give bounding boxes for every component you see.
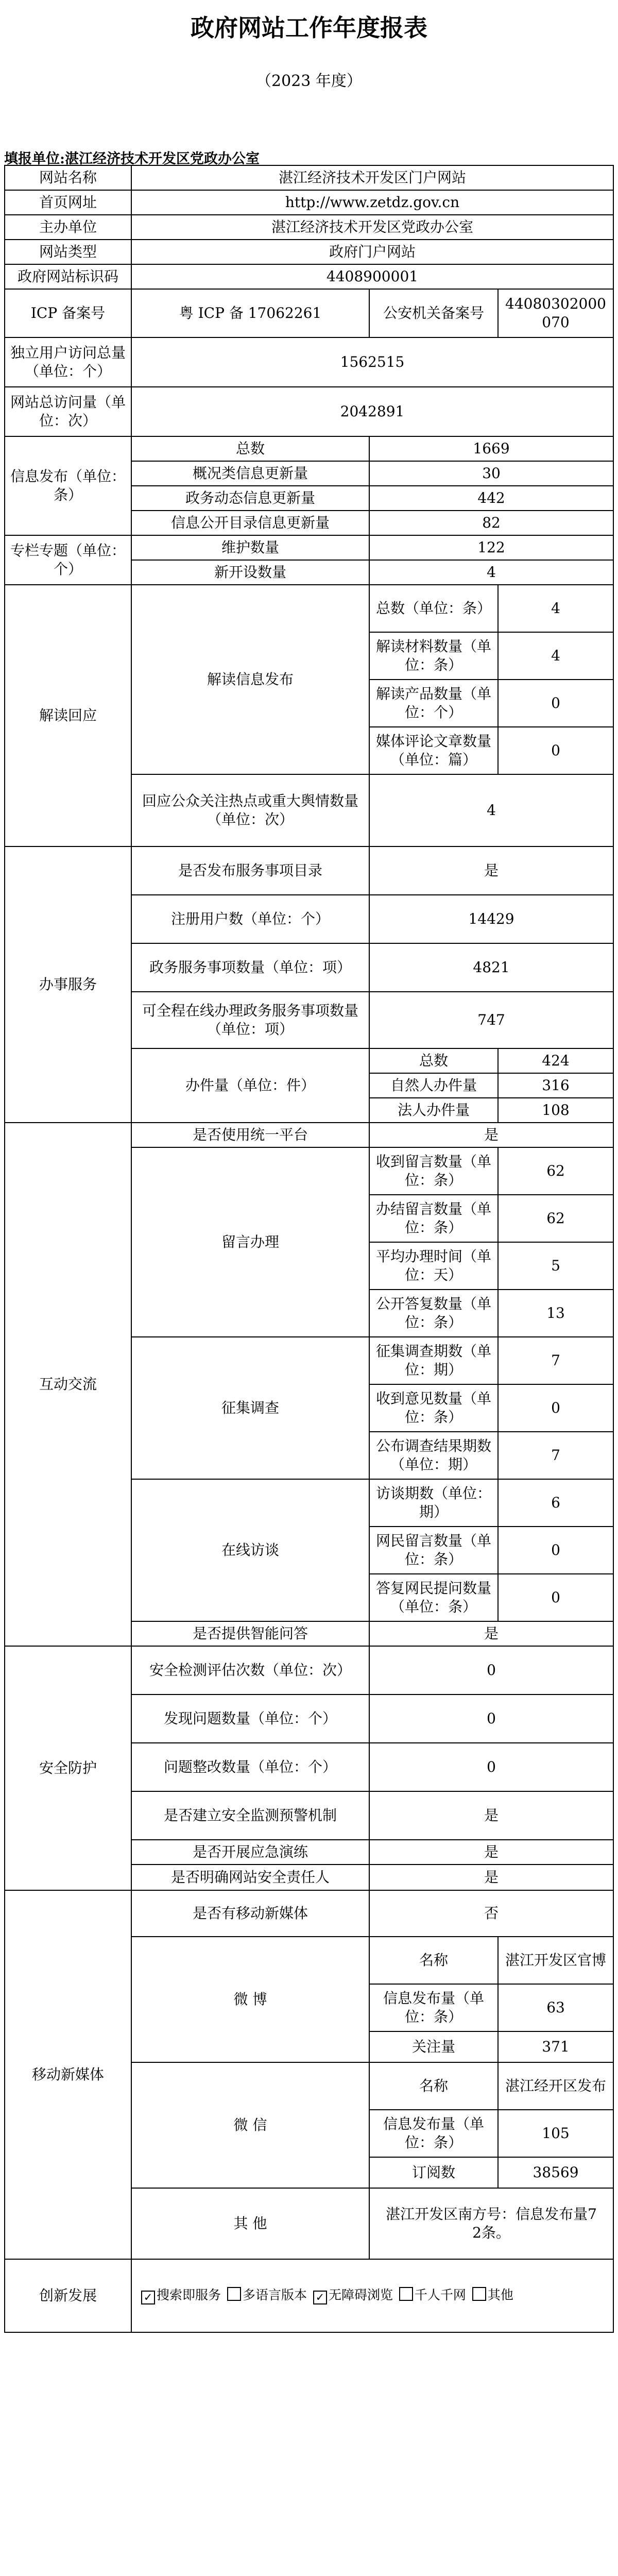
label-service-catalog: 是否发布服务事项目录 [131,846,369,895]
value-t-answers: 0 [498,1574,613,1621]
value-uv: 1562515 [131,337,613,387]
group-innovation: 创新发展 [5,2259,131,2332]
label-open-catalog: 信息公开目录信息更新量 [131,511,369,535]
value-type: 政府门户网站 [131,240,613,264]
label-has-mobile: 是否有移动新媒体 [131,1890,369,1937]
value-host: 湛江经济技术开发区党政办公室 [131,215,613,240]
option-multilingual[interactable]: 多语言版本 [227,2287,307,2304]
value-ai: 是 [369,1621,613,1646]
value-police: 44080302000070 [498,289,613,337]
label-interp-material: 解读材料数量（单位：条） [369,632,498,680]
row-icp [5,289,613,337]
group-service: 办事服务 [5,846,131,1123]
value-s-results: 7 [498,1432,613,1479]
label-type: 网站类型 [5,240,131,264]
value-interp-product: 0 [498,680,613,727]
label-topics-new: 新开设数量 [131,560,369,585]
checkbox-empty-icon [472,2287,486,2301]
option-accessibility[interactable]: ✓ 无障碍浏览 [313,2287,393,2304]
label-wb-name: 名称 [369,1937,498,1984]
label-s-results: 公布调查结果期数（单位：期） [369,1432,498,1479]
value-wx-pub: 105 [498,2110,613,2157]
label-legal: 法人办件量 [369,1098,498,1123]
label-natural: 自然人办件量 [369,1073,498,1098]
label-t-msgs: 网民留言数量（单位：条） [369,1527,498,1574]
row-type [5,240,613,264]
label-wechat: 微 信 [131,2062,369,2188]
value-has-mobile: 否 [369,1890,613,1937]
label-uv: 独立用户访问总量（单位：个） [5,337,131,387]
row-site-name [5,165,613,190]
label-done: 办结留言数量（单位：条） [369,1195,498,1242]
value-interp-media: 0 [498,727,613,774]
value-info-total: 1669 [369,436,613,461]
value-news: 442 [369,486,613,511]
value-wx-subs: 38569 [498,2157,613,2188]
label-host: 主办单位 [5,215,131,240]
group-security: 安全防护 [5,1646,131,1890]
value-resp: 是 [369,1865,613,1890]
value-interp-response: 4 [369,774,613,846]
label-msg: 留言办理 [131,1147,369,1337]
label-platform: 是否使用统一平台 [131,1123,369,1147]
row-url [5,190,613,215]
group-topics: 专栏专题（单位：个） [5,535,131,585]
value-t-periods: 6 [498,1479,613,1527]
page-title: 政府网站工作年度报表 [191,14,427,42]
value-recv: 62 [498,1147,613,1195]
value-checks: 0 [369,1646,613,1694]
label-avg: 平均办理时间（单位：天） [369,1242,498,1290]
label-topics-maint: 维护数量 [131,535,369,560]
value-site-id: 4408900001 [131,264,613,289]
value-online-items: 747 [369,992,613,1048]
label-survey: 征集调查 [131,1337,369,1479]
filing-unit: 填报单位:湛江经济技术开发区党政办公室 [4,151,260,167]
label-s-periods: 征集调查期数（单位：期） [369,1337,498,1384]
value-monitor: 是 [369,1791,613,1840]
option-other[interactable]: 其他 [472,2287,513,2304]
label-interp-media: 媒体评论文章数量（单位：篇） [369,727,498,774]
value-reply: 13 [498,1290,613,1337]
label-monitor: 是否建立安全监测预警机制 [131,1791,369,1840]
value-service-items: 4821 [369,943,613,992]
value-reg-users: 14429 [369,895,613,943]
label-online-items: 可全程在线办理政务服务事项数量（单位：项） [131,992,369,1048]
label-weibo: 微 博 [131,1937,369,2062]
group-info: 信息发布（单位：条） [5,436,131,535]
option-personalized[interactable]: 千人千网 [399,2287,466,2304]
value-url: http://www.zetdz.gov.cn [131,190,613,215]
label-talk: 在线访谈 [131,1479,369,1621]
label-fixed: 问题整改数量（单位：个） [131,1743,369,1791]
label-site-id: 政府网站标识码 [5,264,131,289]
value-service-catalog: 是 [369,846,613,895]
row-uv [5,337,613,387]
label-t-answers: 答复网民提问数量（单位：条） [369,1574,498,1621]
label-wx-pub: 信息发布量（单位：条） [369,2110,498,2157]
value-open-catalog: 82 [369,511,613,535]
value-s-opinions: 0 [498,1384,613,1432]
value-topics-new: 4 [369,560,613,585]
label-police: 公安机关备案号 [369,289,498,337]
row-pv [5,387,613,436]
value-topics-maint: 122 [369,535,613,560]
value-other-media: 湛江开发区南方号：信息发布量72条。 [369,2188,613,2259]
row-site-id [5,264,613,289]
value-drill: 是 [369,1840,613,1865]
value-legal: 108 [498,1098,613,1123]
label-interp-product: 解读产品数量（单位：个） [369,680,498,727]
label-service-items: 政务服务事项数量（单位：项） [131,943,369,992]
checkbox-checked-icon: ✓ [141,2291,155,2304]
value-wb-fans: 371 [498,2031,613,2062]
value-handle-total: 424 [498,1048,613,1073]
value-site-name: 湛江经济技术开发区门户网站 [131,165,613,190]
label-interp-total: 总数（单位：条） [369,585,498,632]
label-interp-pub: 解读信息发布 [131,585,369,774]
label-wx-name: 名称 [369,2062,498,2110]
label-resp: 是否明确网站安全责任人 [131,1865,369,1890]
label-found: 发现问题数量（单位：个） [131,1694,369,1743]
value-wb-pub: 63 [498,1984,613,2031]
option-search-service[interactable]: ✓ 搜索即服务 [141,2287,221,2304]
label-drill: 是否开展应急演练 [131,1840,369,1865]
value-icp: 粤 ICP 备 17062261 [131,289,369,337]
innovation-options [131,2259,613,2332]
label-news: 政务动态信息更新量 [131,486,369,511]
value-interp-total: 4 [498,585,613,632]
label-url: 首页网址 [5,190,131,215]
label-wb-pub: 信息发布量（单位：条） [369,1984,498,2031]
label-pv: 网站总访问量（单位：次） [5,387,131,436]
label-wb-fans: 关注量 [369,2031,498,2062]
value-avg: 5 [498,1242,613,1290]
label-ai: 是否提供智能问答 [131,1621,369,1646]
checkbox-checked-icon: ✓ [313,2291,327,2304]
value-wx-name: 湛江经开区发布 [498,2062,613,2110]
checkbox-empty-icon [399,2287,413,2301]
label-overview: 概况类信息更新量 [131,461,369,486]
label-recv: 收到留言数量（单位：条） [369,1147,498,1195]
label-handle: 办件量（单位：件） [131,1048,369,1123]
label-reg-users: 注册用户数（单位：个） [131,895,369,943]
group-interact: 互动交流 [5,1123,131,1646]
checkbox-empty-icon [227,2287,241,2301]
group-interp: 解读回应 [5,585,131,846]
value-interp-material: 4 [498,632,613,680]
label-reply: 公开答复数量（单位：条） [369,1290,498,1337]
value-wb-name: 湛江开发区官博 [498,1937,613,1984]
label-s-opinions: 收到意见数量（单位：条） [369,1384,498,1432]
label-interp-response: 回应公众关注热点或重大舆情数量（单位：次） [131,774,369,846]
label-info-total: 总数 [131,436,369,461]
label-other-media: 其 他 [131,2188,369,2259]
group-mobile: 移动新媒体 [5,1890,131,2259]
value-natural: 316 [498,1073,613,1098]
label-icp: ICP 备案号 [5,289,131,337]
report-table [4,165,614,2333]
value-platform: 是 [369,1123,613,1147]
value-t-msgs: 0 [498,1527,613,1574]
value-found: 0 [369,1694,613,1743]
value-pv: 2042891 [131,387,613,436]
value-done: 62 [498,1195,613,1242]
report-year: （2023 年度） [256,72,362,90]
label-checks: 安全检测评估次数（单位：次） [131,1646,369,1694]
label-site-name: 网站名称 [5,165,131,190]
label-wx-subs: 订阅数 [369,2157,498,2188]
label-t-periods: 访谈期数（单位：期） [369,1479,498,1527]
row-host [5,215,613,240]
value-s-periods: 7 [498,1337,613,1384]
label-handle-total: 总数 [369,1048,498,1073]
value-overview: 30 [369,461,613,486]
value-fixed: 0 [369,1743,613,1791]
